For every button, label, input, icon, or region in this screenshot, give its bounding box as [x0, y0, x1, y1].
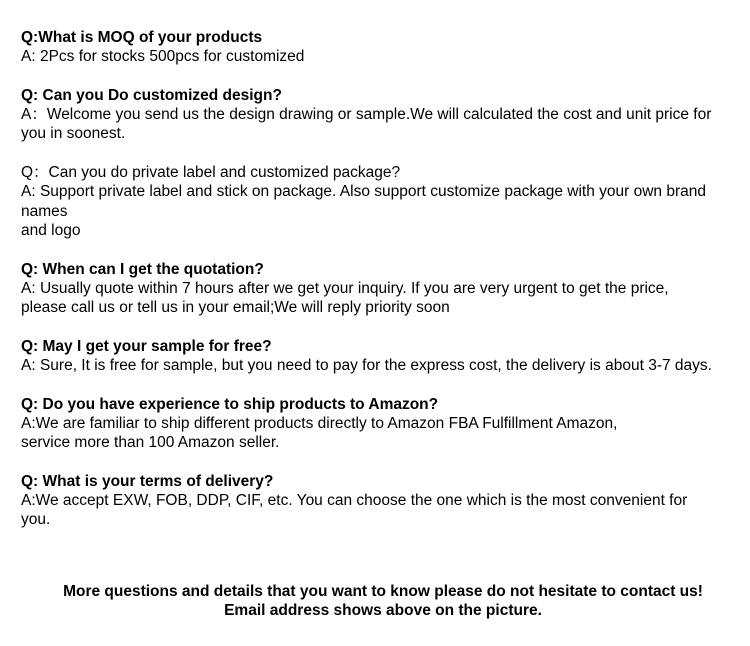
- faq-item-amazon: [21, 395, 741, 453]
- faq-answer-line: service more than 100 Amazon seller.: [21, 434, 280, 452]
- faq-answer-line: you in soonest.: [21, 125, 126, 143]
- faq-question: Q: Can you Do customized design?: [21, 86, 282, 104]
- faq-question: Q: What is your terms of delivery?: [21, 472, 274, 490]
- faq-question: Q: May I get your sample for free?: [21, 337, 272, 355]
- faq-answer-line: A: 2Pcs for stocks 500pcs for customized: [21, 48, 305, 66]
- faq-answer-line: A：Welcome you send us the design drawing or sample.We will calculated the cost and unit price for: [21, 106, 712, 124]
- footer-contact-line: More questions and details that you want to know please do not hesitate to contact us!: [63, 583, 703, 600]
- faq-answer-line: A: Sure, It is free for sample, but you need to pay for the express cost, the delivery is about 3-7 days.: [21, 357, 712, 375]
- faq-answer-line: names: [21, 202, 68, 220]
- faq-question: Q: Do you have experience to ship products to Amazon?: [21, 395, 439, 413]
- faq-item-free-sample: [21, 337, 741, 376]
- faq-list: [21, 28, 741, 549]
- faq-answer-line: A: Usually quote within 7 hours after we get your inquiry. If you are very urgent to get the price,: [21, 279, 669, 297]
- faq-answer-line: A:We are familiar to ship different products directly to Amazon FBA Fulfillment Amazon,: [21, 414, 618, 432]
- faq-item-delivery-terms: [21, 472, 741, 530]
- faq-question: Q: When can I get the quotation?: [21, 260, 264, 278]
- faq-answer-line: A: Support private label and stick on package. Also support customize package with your own brand: [21, 183, 706, 201]
- faq-item-private-label: [21, 163, 741, 240]
- faq-answer-line: you.: [21, 511, 51, 529]
- faq-question: Q：Can you do private label and customized package?: [21, 164, 401, 182]
- faq-item-customized-design: [21, 86, 741, 144]
- faq-answer-line: A:We accept EXW, FOB, DDP, CIF, etc. You can choose the one which is the most convenient for: [21, 492, 688, 510]
- contact-footer: [0, 582, 750, 621]
- faq-item-moq: [21, 28, 741, 67]
- footer-email-note: Email address shows above on the picture.: [224, 602, 542, 620]
- faq-item-quotation: [21, 260, 741, 318]
- faq-answer-line: and logo: [21, 221, 81, 239]
- faq-answer-line: please call us or tell us in your email;We will reply priority soon: [21, 299, 450, 317]
- faq-question: Q:What is MOQ of your products: [21, 29, 263, 46]
